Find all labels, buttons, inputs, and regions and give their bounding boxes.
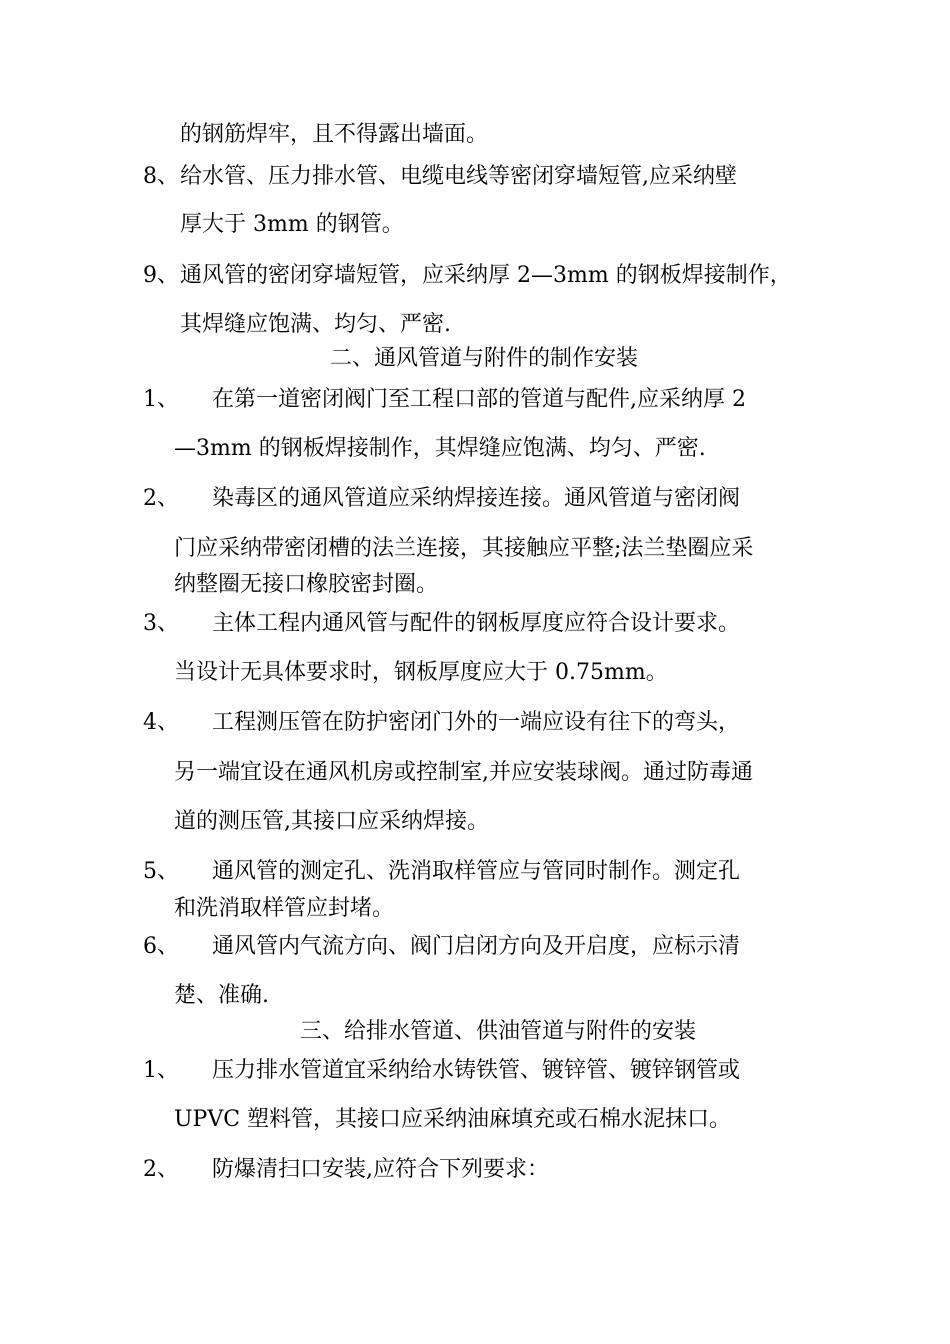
s3-item-2-line-1: 防爆清扫口安装,应符合下列要求： [212, 1157, 549, 1182]
s2-item-3-line-1: 主体工程内通风管与配件的钢板厚度应符合设计要求。 [212, 611, 741, 636]
s2-item-5-line-1: 通风管的测定孔、洗消取样管应与管同时制作。测定孔 [212, 859, 741, 884]
s3-item-1-line-1: 压力排水管道宜采纳给水铸铁管、镀锌管、镀锌钢管或 [212, 1058, 741, 1083]
s2-item-3-line-2: 当设计无具体要求时，钢板厚度应大于 0.75mm。 [174, 660, 668, 685]
s2-item-2-line-1: 染毒区的通风管道应采纳焊接连接。通风管道与密闭阀 [212, 486, 741, 511]
s2-item-3-number: 3、 [143, 611, 179, 636]
s2-item-5-line-2: 和洗消取样管应封堵。 [174, 896, 395, 921]
s2-item-2-line-2: 门应采纳带密闭槽的法兰连接，其接触应平整;法兰垫圈应采 [174, 536, 754, 561]
s2-item-4-number: 4、 [143, 710, 179, 735]
s2-item-6-line-2: 楚、准确. [174, 983, 269, 1008]
section-3-heading: 三、给排水管道、供油管道与附件的安装 [300, 1019, 697, 1044]
item-8-line-2: 厚大于 3mm 的钢管。 [180, 212, 404, 237]
s2-item-4-line-1: 工程测压管在防护密闭门外的一端应设有往下的弯头， [212, 710, 741, 735]
s2-item-5-number: 5、 [143, 859, 179, 884]
s3-item-2-number: 2、 [143, 1157, 179, 1182]
section-2-heading: 二、通风管道与附件的制作安装 [330, 346, 639, 371]
s2-item-2-number: 2、 [143, 486, 179, 511]
s2-item-1-line-1: 在第一道密闭阀门至工程口部的管道与配件,应采纳厚 2 [212, 387, 746, 412]
item-8-line-1: 给水管、压力排水管、电缆电线等密闭穿墙短管,应采纳壁 [180, 164, 737, 189]
s2-item-4-line-3: 道的测压管,其接口应采纳焊接。 [174, 809, 489, 834]
s2-item-1-line-2: —3mm 的钢板焊接制作，其焊缝应饱满、均匀、严密. [174, 436, 706, 461]
lead-text: 的钢筋焊牢，且不得露出墙面。 [180, 122, 489, 147]
s3-item-1-line-2: UPVC 塑料管，其接口应采纳油麻填充或石棉水泥抹口。 [174, 1107, 732, 1132]
s3-item-1-number: 1、 [143, 1058, 179, 1083]
item-9-line-1: 通风管的密闭穿墙短管，应采纳厚 2—3mm 的钢板焊接制作， [180, 263, 792, 288]
s2-item-2-line-3: 纳整圈无接口橡胶密封圈。 [174, 572, 439, 597]
s2-item-1-number: 1、 [143, 387, 179, 412]
item-8-number: 8、 [143, 164, 179, 189]
s2-item-6-number: 6、 [143, 934, 179, 959]
s2-item-6-line-1: 通风管内气流方向、阀门启闭方向及开启度，应标示清 [212, 934, 741, 959]
item-9-line-2: 其焊缝应饱满、均匀、严密. [180, 312, 451, 337]
item-9-number: 9、 [143, 263, 179, 288]
s2-item-4-line-2: 另一端宜设在通风机房或控制室,并应安装球阀。通过防毒通 [174, 760, 753, 785]
